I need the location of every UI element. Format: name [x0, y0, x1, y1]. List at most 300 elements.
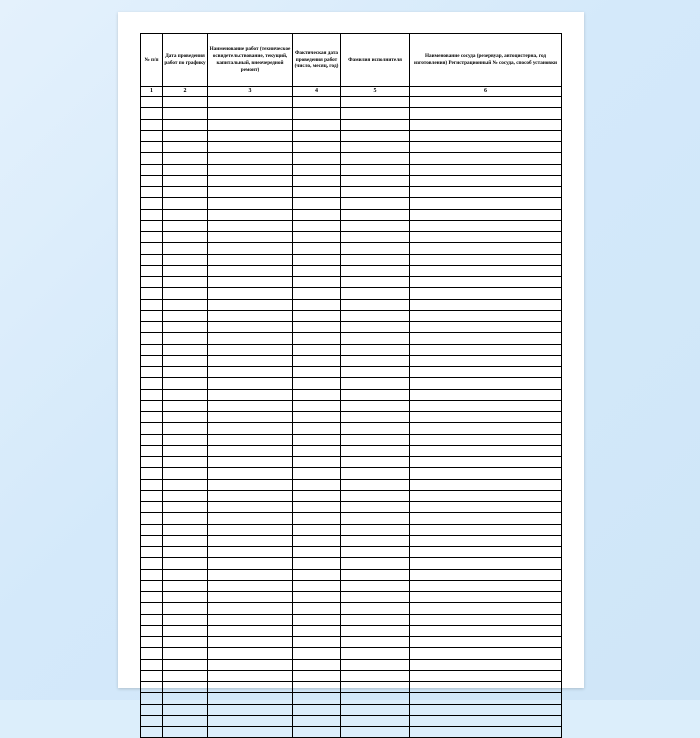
- table-cell[interactable]: [163, 547, 208, 558]
- table-row[interactable]: [141, 108, 562, 119]
- table-cell[interactable]: [341, 97, 410, 108]
- table-cell[interactable]: [341, 490, 410, 501]
- table-cell[interactable]: [341, 299, 410, 310]
- table-row[interactable]: [141, 130, 562, 141]
- table-cell[interactable]: [293, 367, 341, 378]
- table-cell[interactable]: [208, 265, 293, 276]
- table-cell[interactable]: [208, 648, 293, 659]
- table-cell[interactable]: [163, 277, 208, 288]
- table-cell[interactable]: [163, 130, 208, 141]
- table-cell[interactable]: [293, 209, 341, 220]
- table-cell[interactable]: [141, 423, 163, 434]
- table-cell[interactable]: [163, 524, 208, 535]
- table-cell[interactable]: [341, 265, 410, 276]
- table-row[interactable]: [141, 367, 562, 378]
- table-row[interactable]: [141, 490, 562, 501]
- table-cell[interactable]: [293, 479, 341, 490]
- table-cell[interactable]: [208, 367, 293, 378]
- table-cell[interactable]: [293, 603, 341, 614]
- table-row[interactable]: [141, 614, 562, 625]
- table-cell[interactable]: [141, 198, 163, 209]
- table-cell[interactable]: [410, 119, 562, 130]
- table-cell[interactable]: [410, 164, 562, 175]
- table-cell[interactable]: [341, 502, 410, 513]
- table-cell[interactable]: [341, 187, 410, 198]
- table-cell[interactable]: [410, 412, 562, 423]
- table-row[interactable]: [141, 175, 562, 186]
- table-cell[interactable]: [141, 648, 163, 659]
- table-cell[interactable]: [410, 299, 562, 310]
- table-row[interactable]: [141, 704, 562, 715]
- table-cell[interactable]: [293, 727, 341, 738]
- table-cell[interactable]: [341, 693, 410, 704]
- table-cell[interactable]: [293, 445, 341, 456]
- table-cell[interactable]: [141, 164, 163, 175]
- table-cell[interactable]: [341, 175, 410, 186]
- table-cell[interactable]: [293, 164, 341, 175]
- table-cell[interactable]: [163, 209, 208, 220]
- table-cell[interactable]: [163, 423, 208, 434]
- table-cell[interactable]: [163, 310, 208, 321]
- table-cell[interactable]: [163, 445, 208, 456]
- table-row[interactable]: [141, 400, 562, 411]
- table-cell[interactable]: [141, 288, 163, 299]
- table-cell[interactable]: [208, 603, 293, 614]
- table-cell[interactable]: [293, 108, 341, 119]
- table-cell[interactable]: [141, 502, 163, 513]
- table-cell[interactable]: [141, 400, 163, 411]
- table-cell[interactable]: [341, 468, 410, 479]
- table-cell[interactable]: [410, 535, 562, 546]
- table-cell[interactable]: [293, 344, 341, 355]
- table-cell[interactable]: [341, 277, 410, 288]
- table-cell[interactable]: [163, 502, 208, 513]
- table-cell[interactable]: [163, 659, 208, 670]
- table-row[interactable]: [141, 97, 562, 108]
- table-cell[interactable]: [208, 333, 293, 344]
- table-cell[interactable]: [208, 243, 293, 254]
- table-cell[interactable]: [410, 490, 562, 501]
- table-cell[interactable]: [341, 637, 410, 648]
- table-cell[interactable]: [293, 175, 341, 186]
- table-cell[interactable]: [208, 187, 293, 198]
- table-cell[interactable]: [208, 670, 293, 681]
- table-cell[interactable]: [410, 108, 562, 119]
- table-cell[interactable]: [293, 558, 341, 569]
- table-cell[interactable]: [410, 367, 562, 378]
- table-cell[interactable]: [410, 670, 562, 681]
- table-cell[interactable]: [410, 310, 562, 321]
- table-cell[interactable]: [293, 670, 341, 681]
- table-cell[interactable]: [141, 479, 163, 490]
- table-row[interactable]: [141, 198, 562, 209]
- table-cell[interactable]: [208, 614, 293, 625]
- table-cell[interactable]: [208, 322, 293, 333]
- table-cell[interactable]: [208, 659, 293, 670]
- table-cell[interactable]: [341, 243, 410, 254]
- table-row[interactable]: [141, 220, 562, 231]
- table-cell[interactable]: [208, 220, 293, 231]
- table-cell[interactable]: [410, 468, 562, 479]
- table-cell[interactable]: [208, 97, 293, 108]
- table-cell[interactable]: [293, 637, 341, 648]
- table-cell[interactable]: [410, 187, 562, 198]
- table-cell[interactable]: [293, 490, 341, 501]
- table-cell[interactable]: [163, 142, 208, 153]
- table-cell[interactable]: [410, 479, 562, 490]
- table-cell[interactable]: [293, 142, 341, 153]
- table-row[interactable]: [141, 344, 562, 355]
- table-cell[interactable]: [141, 130, 163, 141]
- table-cell[interactable]: [410, 97, 562, 108]
- table-cell[interactable]: [163, 704, 208, 715]
- table-cell[interactable]: [293, 153, 341, 164]
- table-cell[interactable]: [341, 603, 410, 614]
- table-cell[interactable]: [163, 400, 208, 411]
- table-cell[interactable]: [141, 704, 163, 715]
- table-row[interactable]: [141, 682, 562, 693]
- table-cell[interactable]: [163, 220, 208, 231]
- table-cell[interactable]: [410, 445, 562, 456]
- table-row[interactable]: [141, 715, 562, 726]
- table-cell[interactable]: [341, 322, 410, 333]
- table-cell[interactable]: [293, 265, 341, 276]
- table-cell[interactable]: [208, 277, 293, 288]
- table-cell[interactable]: [341, 108, 410, 119]
- table-cell[interactable]: [163, 682, 208, 693]
- table-cell[interactable]: [163, 232, 208, 243]
- table-cell[interactable]: [410, 637, 562, 648]
- table-row[interactable]: [141, 434, 562, 445]
- table-cell[interactable]: [410, 715, 562, 726]
- table-cell[interactable]: [410, 243, 562, 254]
- table-cell[interactable]: [163, 355, 208, 366]
- table-cell[interactable]: [341, 344, 410, 355]
- table-row[interactable]: [141, 277, 562, 288]
- table-cell[interactable]: [208, 468, 293, 479]
- table-cell[interactable]: [341, 727, 410, 738]
- table-cell[interactable]: [163, 535, 208, 546]
- table-cell[interactable]: [141, 592, 163, 603]
- table-cell[interactable]: [141, 445, 163, 456]
- table-row[interactable]: [141, 153, 562, 164]
- table-cell[interactable]: [410, 288, 562, 299]
- table-cell[interactable]: [163, 558, 208, 569]
- table-cell[interactable]: [208, 434, 293, 445]
- table-cell[interactable]: [341, 130, 410, 141]
- table-cell[interactable]: [208, 490, 293, 501]
- table-cell[interactable]: [208, 412, 293, 423]
- table-cell[interactable]: [341, 682, 410, 693]
- table-cell[interactable]: [410, 153, 562, 164]
- table-cell[interactable]: [163, 603, 208, 614]
- table-cell[interactable]: [341, 333, 410, 344]
- table-cell[interactable]: [163, 187, 208, 198]
- table-cell[interactable]: [410, 727, 562, 738]
- table-cell[interactable]: [293, 310, 341, 321]
- table-cell[interactable]: [410, 277, 562, 288]
- table-cell[interactable]: [163, 367, 208, 378]
- table-cell[interactable]: [141, 310, 163, 321]
- table-cell[interactable]: [293, 277, 341, 288]
- table-cell[interactable]: [293, 659, 341, 670]
- table-cell[interactable]: [141, 490, 163, 501]
- table-cell[interactable]: [341, 400, 410, 411]
- table-row[interactable]: [141, 648, 562, 659]
- table-cell[interactable]: [141, 457, 163, 468]
- table-cell[interactable]: [293, 97, 341, 108]
- table-row[interactable]: [141, 580, 562, 591]
- table-cell[interactable]: [163, 175, 208, 186]
- table-cell[interactable]: [410, 333, 562, 344]
- table-cell[interactable]: [163, 119, 208, 130]
- table-cell[interactable]: [163, 727, 208, 738]
- table-cell[interactable]: [208, 535, 293, 546]
- table-cell[interactable]: [410, 625, 562, 636]
- table-cell[interactable]: [208, 142, 293, 153]
- table-cell[interactable]: [141, 142, 163, 153]
- table-cell[interactable]: [208, 378, 293, 389]
- table-cell[interactable]: [293, 299, 341, 310]
- table-cell[interactable]: [208, 445, 293, 456]
- table-cell[interactable]: [141, 209, 163, 220]
- table-cell[interactable]: [163, 412, 208, 423]
- table-cell[interactable]: [163, 97, 208, 108]
- table-cell[interactable]: [293, 704, 341, 715]
- table-row[interactable]: [141, 535, 562, 546]
- table-cell[interactable]: [163, 479, 208, 490]
- table-row[interactable]: [141, 333, 562, 344]
- table-cell[interactable]: [341, 198, 410, 209]
- table-cell[interactable]: [141, 434, 163, 445]
- table-cell[interactable]: [141, 389, 163, 400]
- table-row[interactable]: [141, 355, 562, 366]
- table-cell[interactable]: [341, 592, 410, 603]
- table-row[interactable]: [141, 524, 562, 535]
- table-row[interactable]: [141, 423, 562, 434]
- table-cell[interactable]: [141, 603, 163, 614]
- table-cell[interactable]: [141, 547, 163, 558]
- table-cell[interactable]: [341, 423, 410, 434]
- table-cell[interactable]: [410, 558, 562, 569]
- table-cell[interactable]: [293, 389, 341, 400]
- table-cell[interactable]: [141, 378, 163, 389]
- table-cell[interactable]: [141, 558, 163, 569]
- table-cell[interactable]: [208, 288, 293, 299]
- table-cell[interactable]: [293, 682, 341, 693]
- table-cell[interactable]: [163, 378, 208, 389]
- table-cell[interactable]: [410, 254, 562, 265]
- table-cell[interactable]: [410, 648, 562, 659]
- table-cell[interactable]: [163, 153, 208, 164]
- table-cell[interactable]: [208, 580, 293, 591]
- table-cell[interactable]: [163, 513, 208, 524]
- table-cell[interactable]: [163, 108, 208, 119]
- table-cell[interactable]: [141, 659, 163, 670]
- table-cell[interactable]: [410, 704, 562, 715]
- table-cell[interactable]: [293, 378, 341, 389]
- table-cell[interactable]: [293, 254, 341, 265]
- table-cell[interactable]: [208, 153, 293, 164]
- table-cell[interactable]: [293, 502, 341, 513]
- table-row[interactable]: [141, 288, 562, 299]
- table-row[interactable]: [141, 322, 562, 333]
- table-cell[interactable]: [163, 333, 208, 344]
- table-cell[interactable]: [341, 288, 410, 299]
- table-cell[interactable]: [208, 727, 293, 738]
- table-cell[interactable]: [293, 468, 341, 479]
- table-cell[interactable]: [410, 682, 562, 693]
- table-cell[interactable]: [293, 693, 341, 704]
- table-cell[interactable]: [410, 378, 562, 389]
- table-cell[interactable]: [410, 389, 562, 400]
- table-row[interactable]: [141, 378, 562, 389]
- table-cell[interactable]: [293, 187, 341, 198]
- table-cell[interactable]: [341, 670, 410, 681]
- table-cell[interactable]: [141, 265, 163, 276]
- table-cell[interactable]: [163, 670, 208, 681]
- table-cell[interactable]: [208, 389, 293, 400]
- table-cell[interactable]: [141, 153, 163, 164]
- table-cell[interactable]: [208, 682, 293, 693]
- table-cell[interactable]: [141, 693, 163, 704]
- table-cell[interactable]: [208, 704, 293, 715]
- table-row[interactable]: [141, 445, 562, 456]
- table-cell[interactable]: [341, 625, 410, 636]
- table-cell[interactable]: [141, 513, 163, 524]
- table-cell[interactable]: [410, 513, 562, 524]
- table-cell[interactable]: [163, 299, 208, 310]
- table-cell[interactable]: [208, 457, 293, 468]
- table-cell[interactable]: [141, 715, 163, 726]
- table-cell[interactable]: [141, 670, 163, 681]
- table-cell[interactable]: [163, 198, 208, 209]
- table-row[interactable]: [141, 727, 562, 738]
- table-cell[interactable]: [163, 434, 208, 445]
- table-cell[interactable]: [141, 614, 163, 625]
- table-cell[interactable]: [163, 322, 208, 333]
- table-cell[interactable]: [163, 265, 208, 276]
- table-cell[interactable]: [208, 400, 293, 411]
- table-cell[interactable]: [163, 389, 208, 400]
- table-cell[interactable]: [341, 209, 410, 220]
- table-row[interactable]: [141, 265, 562, 276]
- table-row[interactable]: [141, 659, 562, 670]
- table-row[interactable]: [141, 569, 562, 580]
- table-cell[interactable]: [410, 322, 562, 333]
- table-cell[interactable]: [141, 322, 163, 333]
- table-cell[interactable]: [293, 130, 341, 141]
- table-row[interactable]: [141, 457, 562, 468]
- table-row[interactable]: [141, 558, 562, 569]
- table-cell[interactable]: [141, 333, 163, 344]
- table-cell[interactable]: [163, 457, 208, 468]
- table-cell[interactable]: [208, 547, 293, 558]
- table-cell[interactable]: [141, 468, 163, 479]
- table-cell[interactable]: [293, 648, 341, 659]
- table-cell[interactable]: [141, 232, 163, 243]
- table-cell[interactable]: [341, 715, 410, 726]
- table-row[interactable]: [141, 547, 562, 558]
- table-row[interactable]: [141, 254, 562, 265]
- table-row[interactable]: [141, 232, 562, 243]
- table-cell[interactable]: [341, 355, 410, 366]
- table-cell[interactable]: [341, 535, 410, 546]
- table-cell[interactable]: [208, 569, 293, 580]
- table-cell[interactable]: [208, 254, 293, 265]
- table-cell[interactable]: [341, 648, 410, 659]
- table-cell[interactable]: [141, 97, 163, 108]
- table-cell[interactable]: [141, 243, 163, 254]
- table-cell[interactable]: [341, 412, 410, 423]
- table-cell[interactable]: [141, 187, 163, 198]
- table-cell[interactable]: [341, 232, 410, 243]
- table-cell[interactable]: [163, 468, 208, 479]
- table-cell[interactable]: [163, 569, 208, 580]
- table-cell[interactable]: [341, 524, 410, 535]
- table-cell[interactable]: [141, 277, 163, 288]
- table-cell[interactable]: [410, 209, 562, 220]
- table-cell[interactable]: [208, 693, 293, 704]
- table-cell[interactable]: [141, 637, 163, 648]
- table-cell[interactable]: [141, 108, 163, 119]
- table-cell[interactable]: [293, 400, 341, 411]
- table-cell[interactable]: [410, 142, 562, 153]
- table-row[interactable]: [141, 412, 562, 423]
- table-cell[interactable]: [341, 310, 410, 321]
- table-cell[interactable]: [141, 682, 163, 693]
- table-cell[interactable]: [163, 715, 208, 726]
- table-cell[interactable]: [141, 175, 163, 186]
- table-cell[interactable]: [293, 220, 341, 231]
- table-cell[interactable]: [410, 457, 562, 468]
- table-cell[interactable]: [293, 535, 341, 546]
- table-cell[interactable]: [141, 254, 163, 265]
- table-cell[interactable]: [208, 344, 293, 355]
- table-cell[interactable]: [208, 198, 293, 209]
- table-cell[interactable]: [293, 423, 341, 434]
- table-cell[interactable]: [208, 479, 293, 490]
- table-cell[interactable]: [410, 524, 562, 535]
- table-cell[interactable]: [141, 355, 163, 366]
- table-cell[interactable]: [341, 457, 410, 468]
- table-cell[interactable]: [293, 614, 341, 625]
- table-cell[interactable]: [410, 693, 562, 704]
- table-cell[interactable]: [163, 637, 208, 648]
- table-row[interactable]: [141, 693, 562, 704]
- table-cell[interactable]: [163, 288, 208, 299]
- table-row[interactable]: [141, 603, 562, 614]
- table-cell[interactable]: [341, 614, 410, 625]
- table-row[interactable]: [141, 637, 562, 648]
- table-cell[interactable]: [141, 625, 163, 636]
- table-cell[interactable]: [293, 715, 341, 726]
- table-cell[interactable]: [163, 490, 208, 501]
- table-cell[interactable]: [410, 175, 562, 186]
- table-cell[interactable]: [208, 175, 293, 186]
- table-cell[interactable]: [410, 198, 562, 209]
- table-cell[interactable]: [208, 355, 293, 366]
- table-cell[interactable]: [141, 569, 163, 580]
- table-cell[interactable]: [410, 130, 562, 141]
- table-cell[interactable]: [410, 220, 562, 231]
- table-cell[interactable]: [141, 535, 163, 546]
- table-cell[interactable]: [163, 344, 208, 355]
- table-row[interactable]: [141, 243, 562, 254]
- table-cell[interactable]: [293, 625, 341, 636]
- table-cell[interactable]: [208, 232, 293, 243]
- table-cell[interactable]: [410, 569, 562, 580]
